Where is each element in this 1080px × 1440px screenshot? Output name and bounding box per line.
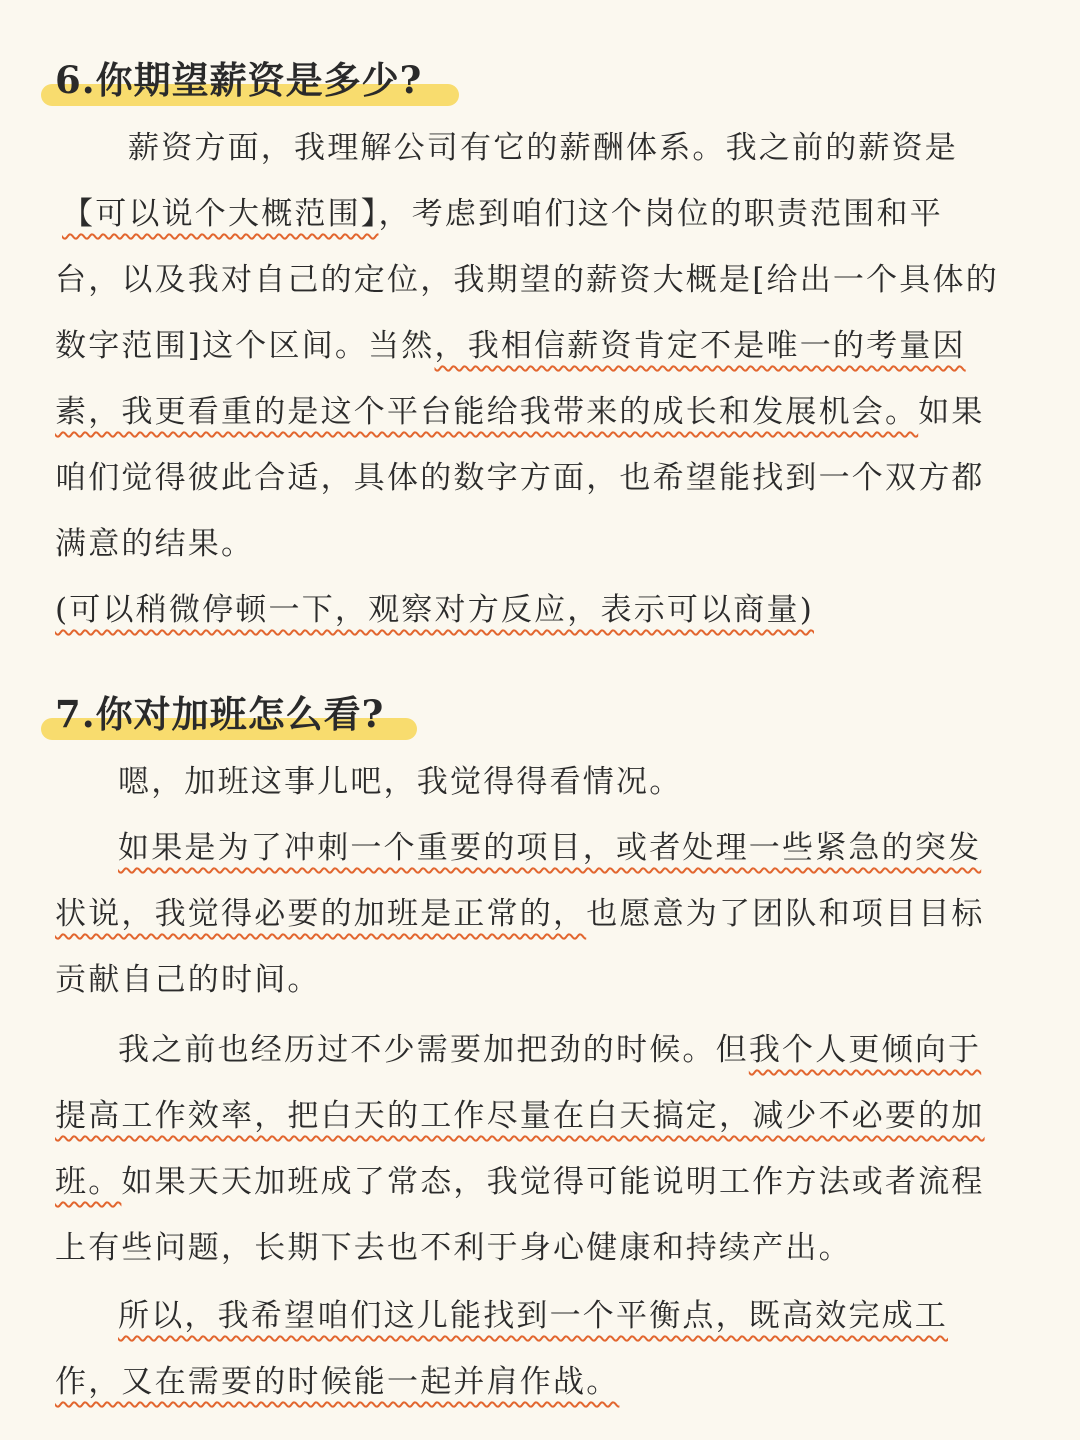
underlined-text: 素，我更看重的是这个平台能给我带来的成长和发展机会。 — [55, 394, 919, 430]
section-6-line-7: 满意的结果。 — [55, 526, 255, 562]
section-7-line-2 — [118, 822, 981, 867]
section-7-line-7: 班。如果天天加班成了常态，我觉得可能说明工作方法或者流程 — [55, 1164, 985, 1200]
underlined-text: 班。 — [55, 1164, 122, 1200]
underlined-text: 如果是为了冲刺一个重要的项目，或者处理一些紧急的突发 — [118, 830, 982, 866]
section-6-line-3: 台，以及我对自己的定位，我期望的薪资大概是[给出一个具体的 — [55, 262, 999, 298]
section-7-line-6 — [55, 1090, 985, 1135]
underlined-text: 作，又在需要的时候能一起并肩作战。 — [55, 1364, 620, 1400]
section-7-line-1: 嗯，加班这事儿吧，我觉得得看情况。 — [118, 764, 683, 800]
section-6-line-8 — [55, 584, 814, 629]
section-6-heading: 6.你期望薪资是多少? — [55, 50, 422, 104]
section-7-line-3: 状说，我觉得必要的加班是正常的，也愿意为了团队和项目目标 — [55, 896, 985, 932]
section-6-line-6: 咱们觉得彼此合适，具体的数字方面，也希望能找到一个双方都 — [55, 460, 985, 496]
underlined-text: ，我相信薪资肯定不是唯一的考量因 — [434, 328, 966, 364]
section-7-line-4: 贡献自己的时间。 — [55, 962, 321, 998]
section-7-line-10 — [55, 1356, 619, 1401]
underlined-text: 状说，我觉得必要的加班是正常的， — [55, 896, 587, 932]
section-6-line-2: 【可以说个大概范围】，考虑到咱们这个岗位的职责范围和平 — [62, 196, 943, 232]
underlined-text: (可以稍微停顿一下，观察对方反应，表示可以商量) — [55, 592, 814, 628]
section-7-line-8: 上有些问题，长期下去也不利于身心健康和持续产出。 — [55, 1230, 852, 1266]
section-6-line-4: 数字范围]这个区间。当然，我相信薪资肯定不是唯一的考量因 — [55, 328, 966, 364]
section-6-line-5: 素，我更看重的是这个平台能给我带来的成长和发展机会。如果 — [55, 394, 985, 430]
underlined-text: 我个人更倾向于 — [748, 1032, 982, 1068]
underlined-text: 所以，我希望咱们这儿能找到一个平衡点，既高效完成工 — [118, 1298, 948, 1334]
section-7-heading: 7.你对加班怎么看? — [55, 684, 384, 738]
section-6-line-1: 薪资方面，我理解公司有它的薪酬体系。我之前的薪资是 — [128, 130, 958, 166]
underlined-text: 提高工作效率，把白天的工作尽量在白天搞定，减少不必要的加 — [55, 1098, 985, 1134]
underlined-text: 【可以说个大概范围】 — [62, 196, 379, 232]
section-7-line-9 — [118, 1290, 948, 1335]
section-7-line-5: 我之前也经历过不少需要加把劲的时候。但我个人更倾向于 — [118, 1032, 982, 1068]
